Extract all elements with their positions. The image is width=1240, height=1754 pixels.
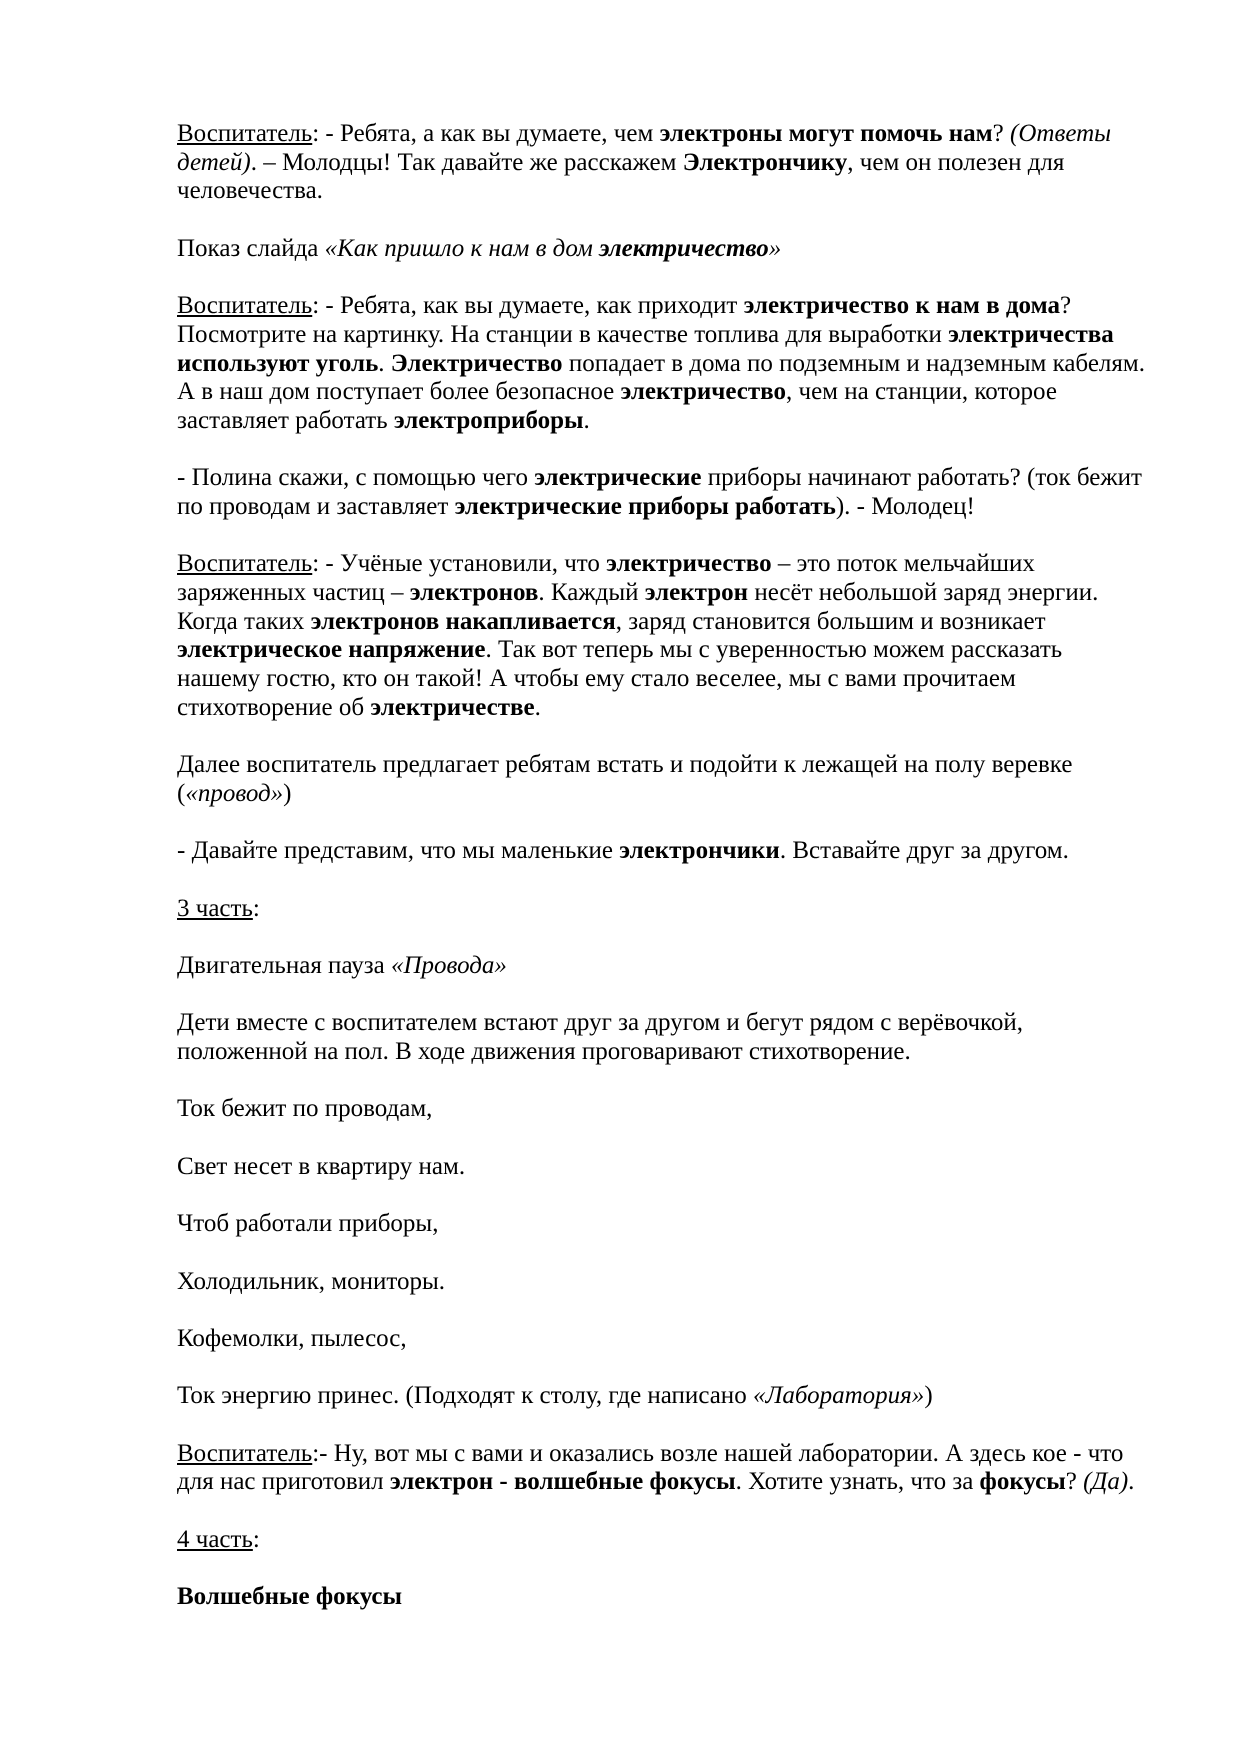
text-run: Свет несет в квартиру нам. xyxy=(177,1152,466,1180)
text-line xyxy=(177,636,1177,665)
bold-text: электроны могут помочь нам xyxy=(659,120,993,147)
bold-text: электричество xyxy=(599,234,769,262)
text-run: ) xyxy=(283,779,292,807)
text-run: ( xyxy=(177,779,186,807)
text-run: . Вставайте друг за другом. xyxy=(779,837,1069,865)
text-run: : xyxy=(252,1525,260,1553)
bold-text: электричество к нам в дома xyxy=(743,292,1060,320)
text-line xyxy=(177,120,1177,149)
text-run: : xyxy=(252,894,260,922)
text-run: – это поток мельчайших xyxy=(771,550,1035,578)
bold-text: электронов накапливается xyxy=(310,607,616,635)
text-run: ? xyxy=(1065,1468,1084,1496)
text-line xyxy=(177,608,1177,637)
paragraph xyxy=(177,1382,1177,1411)
underlined-label: Воспитатель xyxy=(177,1439,313,1467)
text-line xyxy=(177,378,1177,407)
text-run: стихотворение об xyxy=(177,693,371,721)
paragraph xyxy=(177,895,1177,924)
paragraph xyxy=(177,1153,1177,1182)
text-run: Когда таких xyxy=(177,607,311,635)
bold-text: электричестве xyxy=(370,693,535,721)
paragraph xyxy=(177,1268,1177,1297)
underlined-label: Воспитатель xyxy=(177,120,313,147)
text-run: : - Ребята, а как вы думаете, чем xyxy=(312,120,660,147)
text-run: Чтоб работали приборы, xyxy=(177,1210,439,1238)
text-run: человечества. xyxy=(177,177,323,205)
text-line xyxy=(177,235,1177,264)
paragraph xyxy=(177,120,1177,206)
text-run: , заряд становится большим и возникает xyxy=(615,607,1046,635)
text-run: Посмотрите на картинку. На станции в качестве топлива для выработки xyxy=(177,320,949,348)
italic-text: «Как пришло к нам в дом xyxy=(324,234,600,262)
text-run: . xyxy=(1128,1468,1135,1496)
text-line xyxy=(177,407,1177,436)
text-run: . xyxy=(534,693,541,721)
text-line xyxy=(177,1382,1177,1411)
text-run: заряженных частиц – xyxy=(177,579,410,606)
text-line xyxy=(177,1440,1177,1469)
italic-text: (Да) xyxy=(1083,1468,1129,1496)
text-run: Ток энергию принес. (Подходят к столу, где написано xyxy=(177,1382,753,1410)
text-line xyxy=(177,550,1177,579)
paragraph xyxy=(177,550,1177,722)
text-run: Холодильник, мониторы. xyxy=(177,1267,446,1295)
text-line xyxy=(177,579,1177,608)
text-run: приборы начинают работать? (ток бежит xyxy=(701,464,1142,492)
italic-text: детей) xyxy=(177,148,251,176)
paragraph xyxy=(177,1009,1177,1066)
paragraph xyxy=(177,837,1177,866)
paragraph xyxy=(177,1325,1177,1354)
paragraph xyxy=(177,292,1177,435)
bold-text: электрон xyxy=(644,579,749,606)
text-run: . xyxy=(378,349,391,377)
bold-text: электричество xyxy=(620,378,787,406)
text-run: :- Ну, вот мы с вами и оказались возле нашей лаборатории. А здесь кое - что xyxy=(312,1439,1124,1467)
text-run: Далее воспитатель предлагает ребятам встать и подойти к лежащей на полу веревке xyxy=(177,751,1073,779)
paragraph xyxy=(177,952,1177,981)
text-run: - Полина скажи, с помощью чего xyxy=(177,464,535,492)
bold-text: электрон - волшебные фокусы xyxy=(389,1468,736,1496)
text-run: , чем на станции, которое xyxy=(786,378,1057,406)
bold-text: электрончики xyxy=(619,837,780,865)
paragraph xyxy=(177,235,1177,264)
bold-text: электрические приборы работать xyxy=(454,492,836,520)
text-line xyxy=(177,952,1177,981)
text-line xyxy=(177,493,1177,522)
underlined-label: 3 часть xyxy=(177,894,253,922)
text-run: . Так вот теперь мы с уверенностью можем рассказать xyxy=(485,636,1063,664)
document-page xyxy=(177,120,1177,1640)
text-line xyxy=(177,1038,1177,1067)
text-run: , чем он полезен для xyxy=(847,148,1065,176)
bold-text: электрическое напряжение xyxy=(177,636,486,664)
text-line xyxy=(177,895,1177,924)
text-run: ? xyxy=(992,120,1011,147)
text-run: : - Ребята, как вы думаете, как приходит xyxy=(312,292,744,320)
bold-text: Электричество xyxy=(390,349,563,377)
text-run: . Хотите узнать, что за xyxy=(735,1468,980,1496)
text-run: по проводам и заставляет xyxy=(177,492,455,520)
text-run: несёт небольшой заряд энергии. xyxy=(748,579,1099,606)
text-run: - Давайте представим, что мы маленькие xyxy=(177,837,620,865)
underlined-label: Воспитатель xyxy=(177,550,313,578)
text-line xyxy=(177,1526,1177,1555)
text-run: . Каждый xyxy=(538,579,645,606)
text-line xyxy=(177,350,1177,379)
text-line xyxy=(177,1468,1177,1497)
paragraph xyxy=(177,1440,1177,1497)
bold-text: Электрончику xyxy=(682,148,848,176)
text-line xyxy=(177,149,1177,178)
text-run: Двигательная пауза xyxy=(177,951,391,979)
text-line xyxy=(177,321,1177,350)
text-run: Кофемолки, пылесос, xyxy=(177,1324,407,1352)
text-run: Дети вместе с воспитателем встают друг за другом и бегут рядом с верёвочкой, xyxy=(177,1009,1024,1037)
text-line xyxy=(177,780,1177,809)
text-line xyxy=(177,1009,1177,1038)
text-run: Показ слайда xyxy=(177,234,325,262)
text-line xyxy=(177,1268,1177,1297)
bold-text: Волшебные фокусы xyxy=(177,1583,403,1611)
text-line xyxy=(177,177,1177,206)
text-run: : - Учёные установили, что xyxy=(312,550,607,578)
text-line xyxy=(177,1210,1177,1239)
text-line xyxy=(177,1583,1177,1612)
underlined-label: Воспитатель xyxy=(177,292,313,320)
paragraph xyxy=(177,1210,1177,1239)
text-line xyxy=(177,837,1177,866)
text-run: ). - Молодец! xyxy=(835,492,975,520)
italic-text: (Ответы xyxy=(1010,120,1112,147)
text-line xyxy=(177,665,1177,694)
text-run: Ток бежит по проводам, xyxy=(177,1095,433,1123)
paragraph xyxy=(177,751,1177,808)
italic-text: » xyxy=(768,234,782,262)
underlined-label: 4 часть xyxy=(177,1525,253,1553)
bold-text: электрические xyxy=(534,464,702,492)
text-line xyxy=(177,292,1177,321)
italic-text: «провод» xyxy=(185,779,284,807)
text-run: ? xyxy=(1059,292,1072,320)
italic-text: «Лаборатория» xyxy=(752,1382,925,1410)
paragraph xyxy=(177,1583,1177,1612)
text-run: . – Молодцы! Так давайте же расскажем xyxy=(250,148,683,176)
bold-text: электричество xyxy=(606,550,772,578)
text-line xyxy=(177,1153,1177,1182)
text-run: ) xyxy=(924,1382,933,1410)
text-run: для нас приготовил xyxy=(177,1468,390,1496)
text-run: нашему гостю, кто он такой! А чтобы ему стало веселее, мы с вами прочитаем xyxy=(177,665,1016,693)
text-line xyxy=(177,751,1177,780)
text-line xyxy=(177,1325,1177,1354)
paragraph xyxy=(177,1526,1177,1555)
bold-text: используют уголь xyxy=(177,349,379,377)
bold-text: электричества xyxy=(948,320,1114,348)
bold-text: фокусы xyxy=(979,1468,1066,1496)
text-line xyxy=(177,1095,1177,1124)
text-run: положенной на пол. В ходе движения проговаривают стихотворение. xyxy=(177,1038,911,1065)
italic-text: «Провода» xyxy=(391,951,507,979)
text-run: заставляет работать xyxy=(177,406,394,434)
text-run: . xyxy=(583,406,590,434)
paragraph xyxy=(177,464,1177,521)
text-line xyxy=(177,464,1177,493)
text-run: А в наш дом поступает более безопасное xyxy=(177,378,621,406)
text-run: попадает в дома по подземным и надземным кабелям. xyxy=(562,349,1145,377)
paragraph xyxy=(177,1095,1177,1124)
bold-text: электроприборы xyxy=(393,406,584,434)
bold-text: электронов xyxy=(409,579,539,606)
text-line xyxy=(177,694,1177,723)
